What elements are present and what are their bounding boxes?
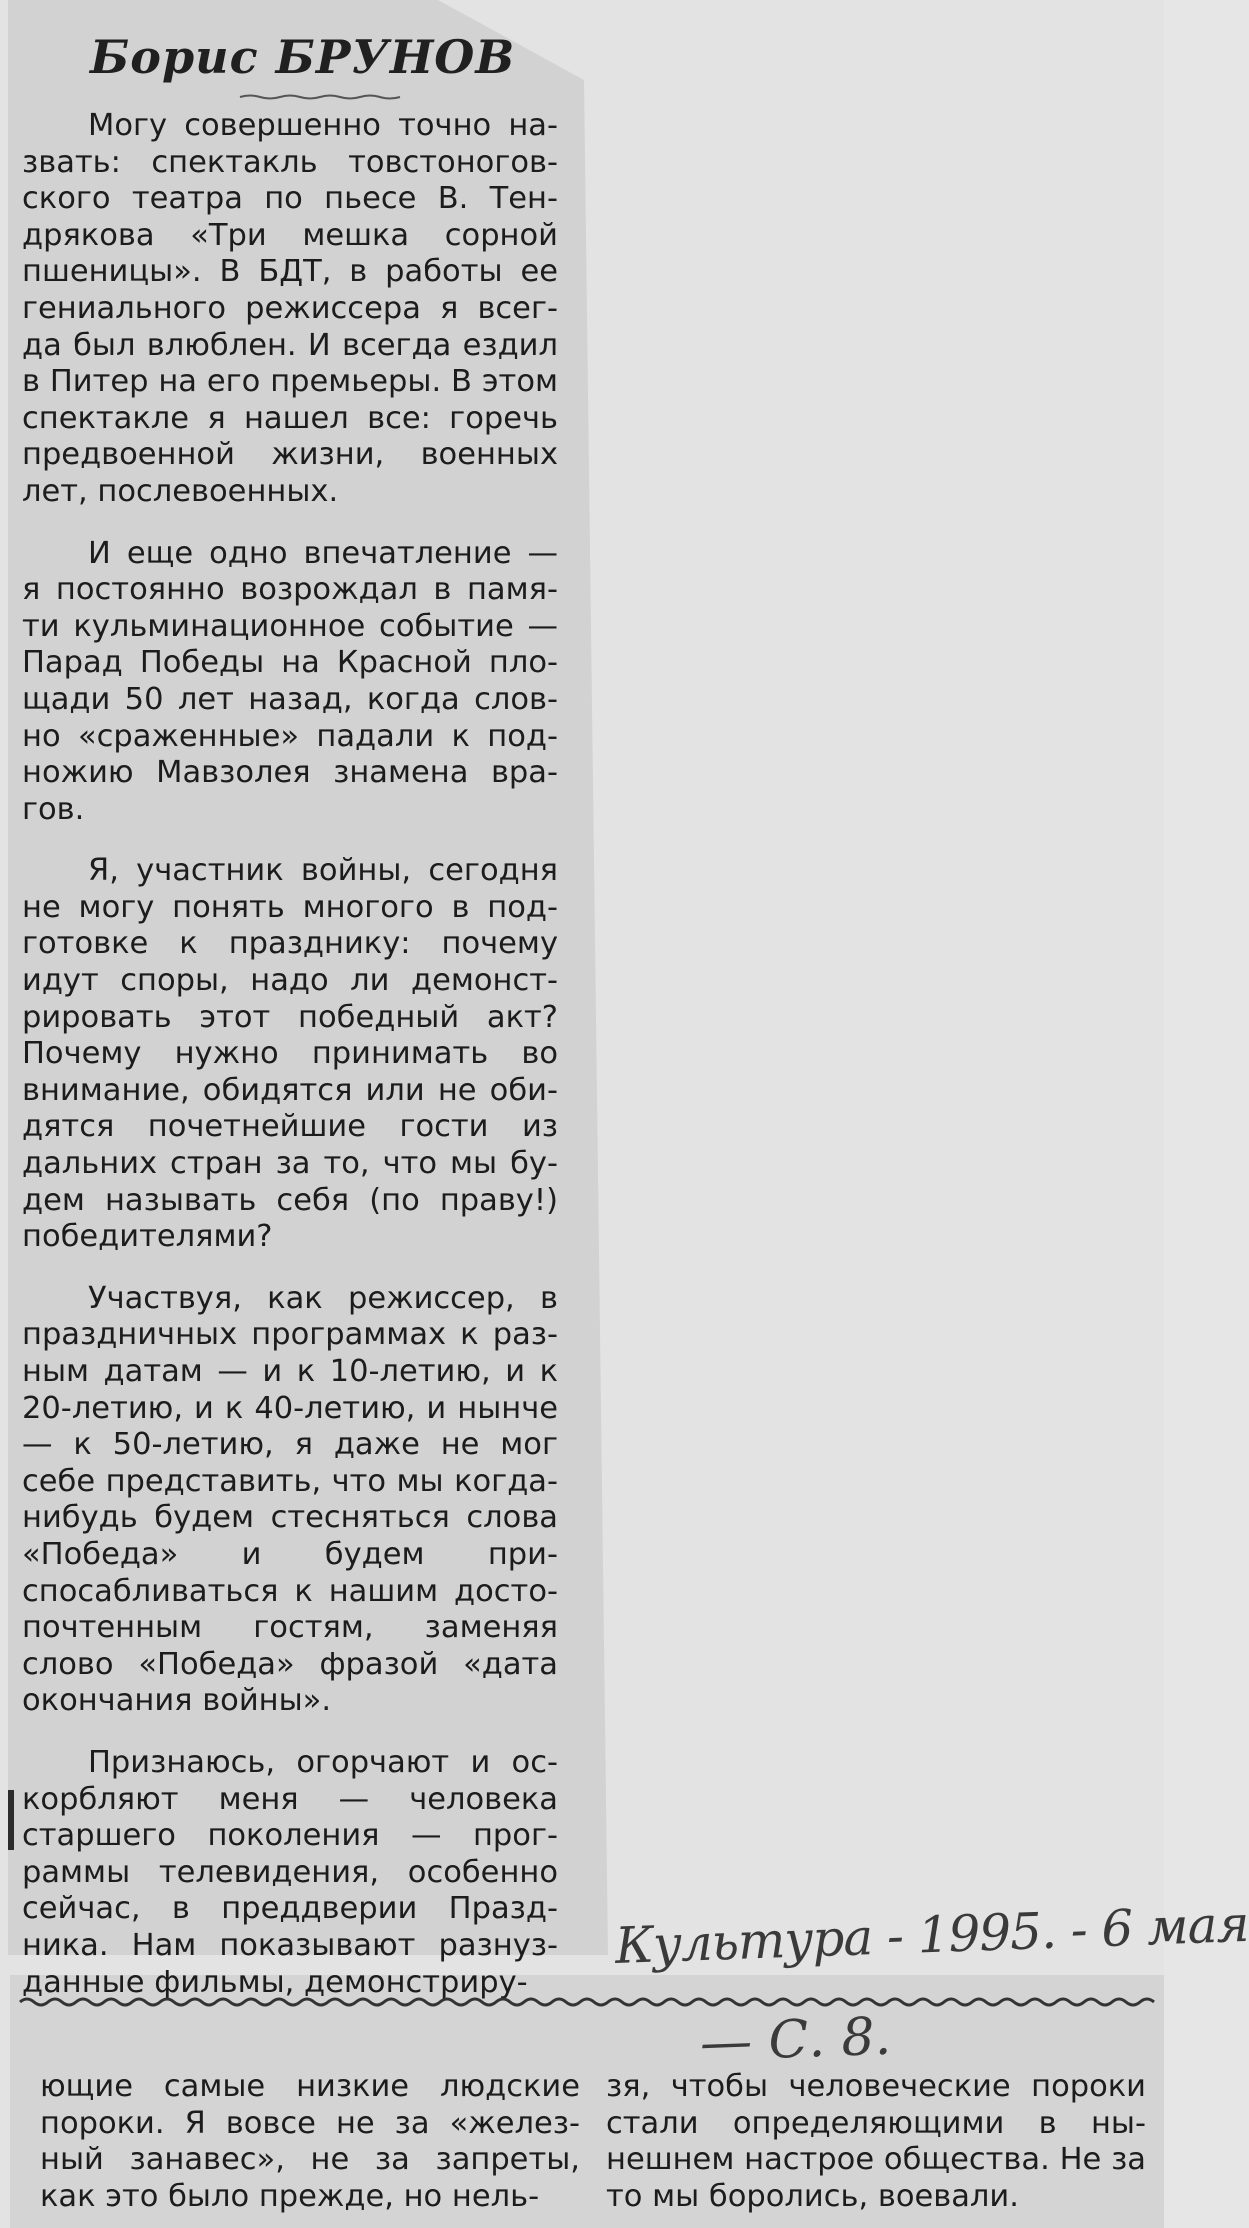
author-underline	[240, 94, 400, 100]
cut-wavy-line	[20, 1996, 1160, 2008]
handwritten-source-note: Культура - 1995. - 6 мая	[614, 1894, 1249, 1976]
paragraph: зя, чтобы человеческие пороки стали определяющими в нынешнем настрое общества. Не за то мы боролись, воевали.	[606, 2069, 1146, 2214]
paragraph: Могу совершенно точно назвать: спектакль товстоноговского театра по пьесе В. Тендрякова «Три мешка сорной пшеницы». В БДТ, в работы ее гениального режиссера я всегда был влюблен. И всегда ездил в Питер на его премьеры. В этом спектакле я нашел все: горечь предвоенной жизни, военных лет, послевоенных.	[22, 108, 558, 509]
paragraph: Участвуя, как режиссер, в праздничных программах к разным датам — и к 10-летию, и к 20-летию, и к 40-летию, и нынче — к 50-летию, я даже не мог себе представить, что мы когда-нибудь будем стесняться слова «Победа» и будем приспосабливаться к нашим достопочтенным гостям, заменяя слово «Победа» фразой «дата окончания войны».	[22, 1280, 558, 1719]
article-column	[22, 108, 558, 2001]
author-name: Борис БРУНОВ	[90, 30, 516, 84]
handwritten-page-note: — С. 8.	[699, 2006, 892, 2074]
paragraph: Я, участник войны, сегодня не могу понять многого в подготовке к празднику: почему идут споры, надо ли демонстрировать этот победный акт? Почему нужно принимать во внимание, обидятся или не обидятся почетнейшие гости из дальних стран за то, что мы будем называть себя (по праву!) победителями?	[22, 853, 558, 1255]
paragraph: Признаюсь, огорчают и оскорбляют меня — человека старшего поколения — программы телевидения, особенно сейчас, в преддверии Праздника. Нам показывают разнузданные фильмы, демонстриру-	[22, 1744, 558, 2000]
scan-edge-mark	[8, 1790, 14, 1850]
continuation-column-left	[40, 2069, 580, 2215]
paragraph: И еще одно впечатление — я постоянно возрождал в памяти кульминационное событие — Парад Победы на Красной площади 50 лет назад, когда словно «сраженные» падали к подножию Мавзолея знамена врагов.	[22, 535, 558, 827]
paragraph: ющие самые низкие людские пороки. Я вовсе не за «железный занавес», не за запреты, как это было прежде, но нель-	[40, 2069, 580, 2214]
continuation-column-right	[606, 2069, 1146, 2215]
